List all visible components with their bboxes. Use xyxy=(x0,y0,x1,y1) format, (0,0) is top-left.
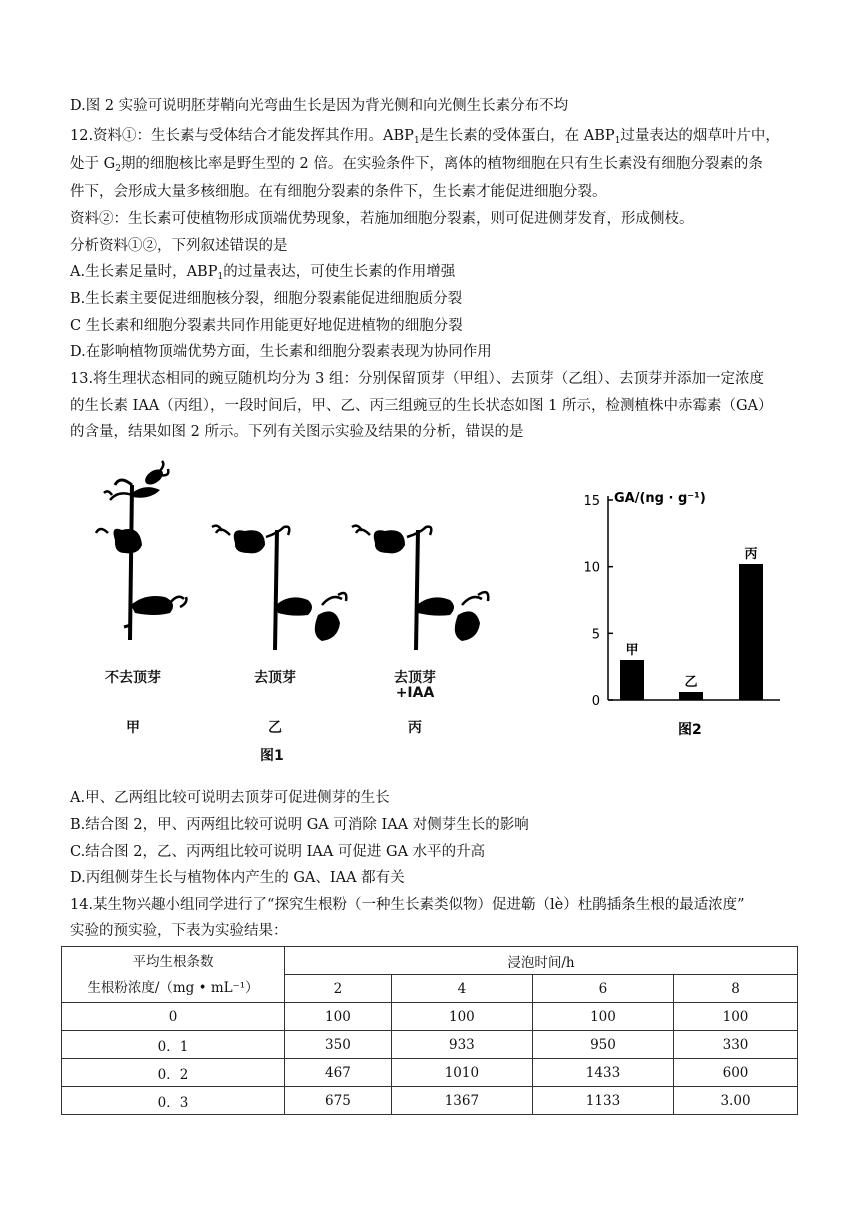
q12-material-1 xyxy=(70,126,780,151)
plant-label-yi: 去顶芽 xyxy=(254,670,296,686)
corner-top: 平均生根条数 xyxy=(132,953,214,970)
bar-label: 乙 xyxy=(684,675,698,690)
q13-stem-1: 13.将生理状态相同的豌豆随机均分为 3 组：分别保留顶芽（甲组）、去顶芽（乙组）、去顶芽并添加一定浓度 xyxy=(70,371,764,387)
value-cell: 933 xyxy=(391,1031,532,1059)
text-span: 的过量表达，可使生长素的作用增强 xyxy=(223,264,456,280)
plant-label-jia: 不去顶芽 xyxy=(105,670,161,686)
group-label-jia: 甲 xyxy=(126,720,140,736)
q14-stem-1: 14.某生物兴趣小组同学进行了“探究生根粉（一种生长素类似物）促进簕（lè）杜鹃插条生根的最适浓度” xyxy=(70,897,745,913)
q11-option-d: D.图 2 实验可说明胚芽鞘向光弯曲生长是因为背光侧和向光侧生长素分布不均 xyxy=(70,98,569,114)
text-span: 期的细胞核比率是野生型的 2 倍。在实验条件下，离体的植物细胞在只有生长素没有细胞分裂素的条 xyxy=(120,156,763,172)
q14-stem-2: 实验的预实验，下表为实验结果： xyxy=(70,923,288,939)
value-cell: 100 xyxy=(285,1003,392,1031)
q13-stem-3: 的含量，结果如图 2 所示。下列有关图示实验及结果的分析，错误的是 xyxy=(70,424,524,440)
group-label-yi: 乙 xyxy=(268,720,282,736)
text-span: 过量表达的烟草叶片中， xyxy=(620,128,780,144)
time-cell: 8 xyxy=(674,975,798,1003)
y-axis-label: GA/(ng · g⁻¹) xyxy=(614,491,706,506)
bar-3 xyxy=(739,564,763,700)
value-cell: 950 xyxy=(532,1031,673,1059)
figure-1-caption: 图1 xyxy=(260,748,284,764)
plant-label-bing-iaa: +IAA xyxy=(395,685,435,701)
table-row xyxy=(62,1031,798,1059)
value-cell: 350 xyxy=(285,1031,392,1059)
group-label-bing: 丙 xyxy=(408,720,422,736)
time-cell: 2 xyxy=(285,975,392,1003)
ga-bar-chart xyxy=(570,478,800,768)
q12-option-b: B.生长素主要促进细胞核分裂，细胞分裂素能促进细胞质分裂 xyxy=(70,291,463,307)
subscript: 2 xyxy=(115,164,121,174)
conc-cell: 0．2 xyxy=(62,1059,285,1087)
bar-2 xyxy=(679,692,703,700)
table-row xyxy=(62,947,798,975)
y-tick-label: 10 xyxy=(583,560,600,576)
value-cell: 1010 xyxy=(391,1059,532,1087)
figure-2-caption: 图2 xyxy=(678,722,702,738)
q13-option-a: A.甲、乙两组比较可说明去顶芽可促进侧芽的生长 xyxy=(70,790,390,806)
q12-option-d: D.在影响植物顶端优势方面，生长素和细胞分裂素表现为协同作用 xyxy=(70,344,492,360)
table-header-time: 浸泡时间/h xyxy=(285,947,798,975)
figure-2 xyxy=(570,478,800,768)
q13-option-d: D.丙组侧芽生长与植物体内产生的 GA、IAA 都有关 xyxy=(70,870,405,886)
subscript: 1 xyxy=(614,136,621,146)
bar-label: 甲 xyxy=(625,643,639,658)
value-cell: 100 xyxy=(391,1003,532,1031)
text-span: 是生长素的受体蛋白，在 ABP xyxy=(419,128,615,144)
value-cell: 1433 xyxy=(532,1059,673,1087)
plant-label-bing: 去顶芽 xyxy=(394,670,436,686)
text-span: 处于 G xyxy=(70,156,116,172)
q12-option-c: C 生长素和细胞分裂素共同作用能更好地促进植物的细胞分裂 xyxy=(70,318,463,334)
value-cell: 1133 xyxy=(532,1087,673,1115)
figure-1 xyxy=(70,455,530,775)
results-table xyxy=(61,946,798,1115)
conc-cell: 0．1 xyxy=(62,1031,285,1059)
text-span: 12.资料①：生长素与受体结合才能发挥其作用。ABP xyxy=(70,128,414,144)
subscript: 1 xyxy=(413,136,420,146)
value-cell: 100 xyxy=(674,1003,798,1031)
q12-option-a xyxy=(70,262,455,287)
y-tick-label: 5 xyxy=(591,627,600,643)
y-tick-label: 15 xyxy=(583,494,600,509)
value-cell: 330 xyxy=(674,1031,798,1059)
table-row xyxy=(62,1087,798,1115)
value-cell: 1367 xyxy=(391,1087,532,1115)
value-cell: 600 xyxy=(674,1059,798,1087)
q13-option-b: B.结合图 2，甲、丙两组比较可说明 GA 可消除 IAA 对侧芽生长的影响 xyxy=(70,817,529,833)
bar-label: 丙 xyxy=(744,547,758,562)
q13-stem-2: 的生长素 IAA（丙组），一段时间后，甲、乙、丙三组豌豆的生长状态如图 1 所示，检测植株中赤霉素（GA） xyxy=(70,398,773,414)
value-cell: 675 xyxy=(285,1087,392,1115)
table-corner-cell xyxy=(62,947,285,1003)
value-cell: 467 xyxy=(285,1059,392,1087)
table-row xyxy=(62,1003,798,1031)
time-cell: 4 xyxy=(391,975,532,1003)
q12-material-1-cont2: 件下，会形成大量多核细胞。在有细胞分裂素的条件下，生长素才能促进细胞分裂。 xyxy=(70,184,607,200)
plant-bing xyxy=(352,526,488,650)
y-tick-label: 0 xyxy=(591,694,600,709)
conc-cell: 0．3 xyxy=(62,1087,285,1115)
q12-material-1-cont xyxy=(70,154,763,179)
bar-1 xyxy=(620,660,644,700)
text-span: A.生长素足量时，ABP xyxy=(70,264,218,280)
q12-stem: 分析资料①②，下列叙述错误的是 xyxy=(70,238,288,254)
corner-bottom: 生根粉浓度/（mg • mL⁻¹） xyxy=(87,979,259,996)
plant-yi xyxy=(212,526,346,650)
plant-jia xyxy=(96,461,186,640)
q13-option-c: C.结合图 2，乙、丙两组比较可说明 IAA 可促进 GA 水平的升高 xyxy=(70,844,486,860)
q12-material-2: 资料②：生长素可使植物形成顶端优势现象，若施加细胞分裂素，则可促进侧芽发育，形成侧枝。 xyxy=(70,211,694,227)
conc-cell: 0 xyxy=(62,1003,285,1031)
value-cell: 100 xyxy=(532,1003,673,1031)
subscript: 1 xyxy=(217,272,224,282)
value-cell: 3.00 xyxy=(674,1087,798,1115)
table-row xyxy=(62,1059,798,1087)
time-cell: 6 xyxy=(532,975,673,1003)
